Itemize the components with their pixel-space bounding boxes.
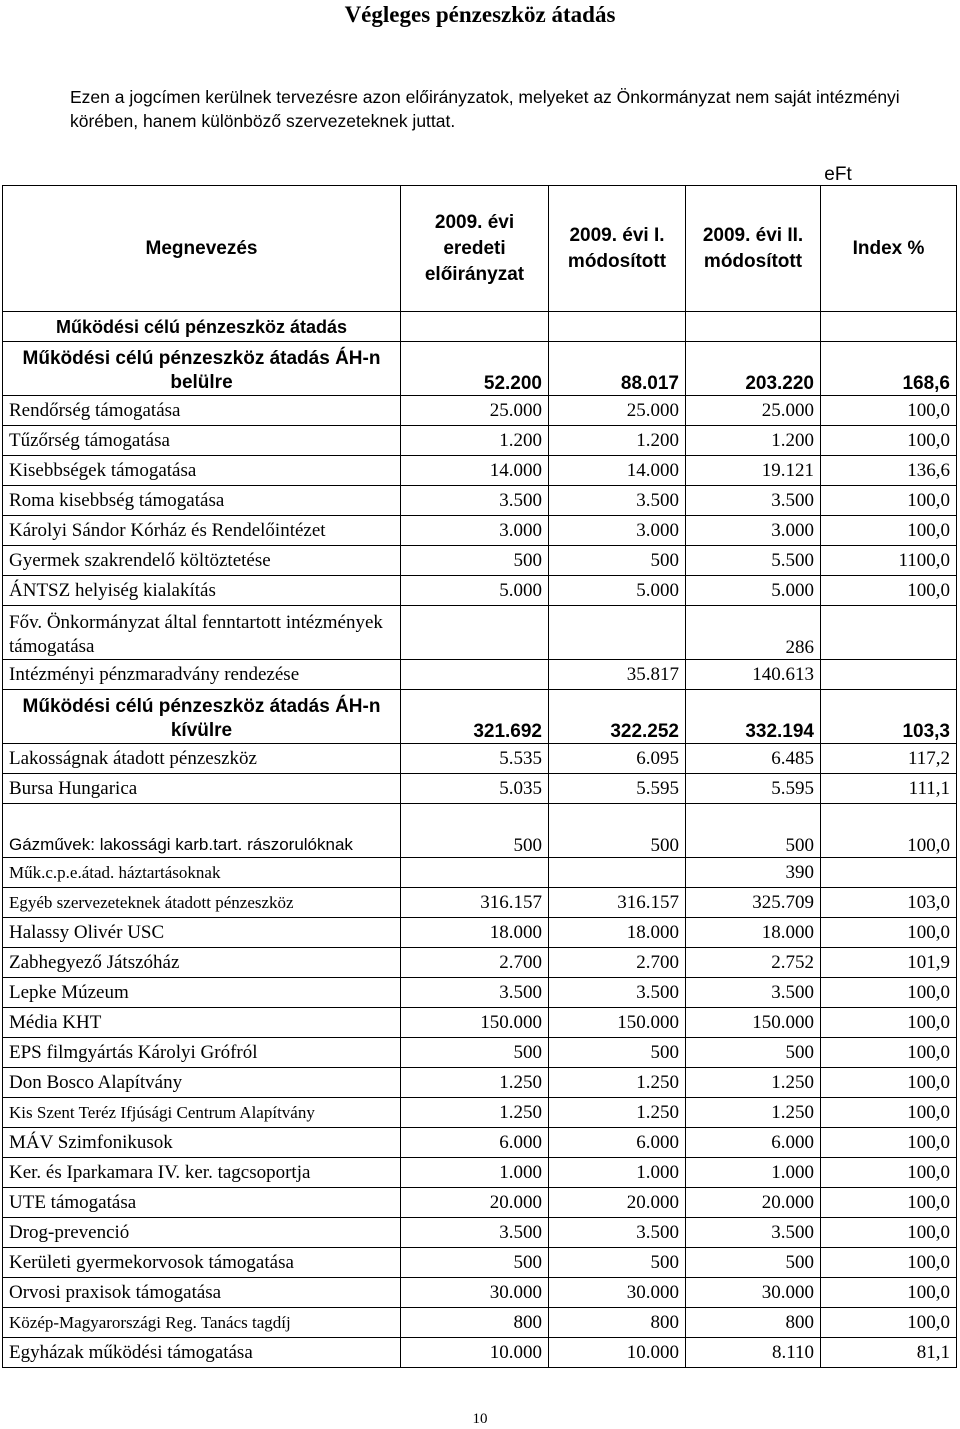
page-title: Végleges pénzeszköz átadás: [344, 2, 616, 27]
row-first-modified: 3.500: [549, 1218, 686, 1248]
row-index: [821, 660, 957, 690]
row-second-modified: 3.500: [686, 1218, 821, 1248]
row-original: 3.000: [401, 516, 549, 546]
table-row: [3, 606, 957, 660]
row-original: 150.000: [401, 1008, 549, 1038]
row-second-modified: 500: [686, 1038, 821, 1068]
row-index: [821, 858, 957, 888]
table-row: [3, 516, 957, 546]
table-row: [3, 1038, 957, 1068]
row-index: 100,0: [821, 426, 957, 456]
row-name: Kis Szent Teréz Ifjúsági Centrum Alapítvány: [3, 1098, 401, 1128]
table-row: [3, 774, 957, 804]
row-first-modified: 3.500: [549, 978, 686, 1008]
row-first-modified: 25.000: [549, 396, 686, 426]
row-original: 52.200: [401, 342, 549, 396]
row-original: 500: [401, 804, 549, 858]
header-original: 2009. évi eredeti előirányzat: [401, 186, 549, 312]
row-index: 100,0: [821, 1308, 957, 1338]
row-second-modified: 8.110: [686, 1338, 821, 1368]
row-index: 100,0: [821, 918, 957, 948]
row-second-modified: 332.194: [686, 690, 821, 744]
table-row: [3, 1248, 957, 1278]
row-original: 14.000: [401, 456, 549, 486]
row-first-modified: 14.000: [549, 456, 686, 486]
row-index: 100,0: [821, 486, 957, 516]
row-name: EPS filmgyártás Károlyi Grófról: [3, 1038, 401, 1068]
row-index: 111,1: [821, 774, 957, 804]
row-index: 136,6: [821, 456, 957, 486]
row-second-modified: 3.500: [686, 486, 821, 516]
row-first-modified: 2.700: [549, 948, 686, 978]
row-name: Lakosságnak átadott pénzeszköz: [3, 744, 401, 774]
row-index: [821, 606, 957, 660]
row-name: Bursa Hungarica: [3, 774, 401, 804]
table-row: [3, 918, 957, 948]
row-original: 1.000: [401, 1158, 549, 1188]
row-index: 103,0: [821, 888, 957, 918]
row-original: [401, 660, 549, 690]
row-first-modified: 1.200: [549, 426, 686, 456]
row-name: Tűzőrség támogatása: [3, 426, 401, 456]
table-row: [3, 1008, 957, 1038]
table-row: [3, 576, 957, 606]
row-second-modified: 3.000: [686, 516, 821, 546]
row-name: Intézményi pénzmaradvány rendezése: [3, 660, 401, 690]
row-name: Egyéb szervezeteknek átadott pénzeszköz: [3, 888, 401, 918]
row-name: UTE támogatása: [3, 1188, 401, 1218]
row-first-modified: 35.817: [549, 660, 686, 690]
row-second-modified: 5.000: [686, 576, 821, 606]
row-second-modified: 18.000: [686, 918, 821, 948]
row-name: Gyermek szakrendelő költöztetése: [3, 546, 401, 576]
row-index: 101,9: [821, 948, 957, 978]
table-row: [3, 486, 957, 516]
section-title: Működési célú pénzeszköz átadás: [3, 312, 401, 342]
table-row: [3, 1068, 957, 1098]
row-first-modified: 322.252: [549, 690, 686, 744]
row-index: 100,0: [821, 1008, 957, 1038]
row-first-modified: 18.000: [549, 918, 686, 948]
row-second-modified: 6.485: [686, 744, 821, 774]
row-index: 100,0: [821, 978, 957, 1008]
section-title-row: [3, 312, 957, 342]
row-name: Drog-prevenció: [3, 1218, 401, 1248]
row-first-modified: 500: [549, 1038, 686, 1068]
row-first-modified: 1.250: [549, 1098, 686, 1128]
row-original: 316.157: [401, 888, 549, 918]
row-second-modified: 1.000: [686, 1158, 821, 1188]
table-row: [3, 858, 957, 888]
row-name: MÁV Szimfonikusok: [3, 1128, 401, 1158]
row-original: 500: [401, 1248, 549, 1278]
header-first-modified: 2009. évi I. módosított: [549, 186, 686, 312]
row-first-modified: 500: [549, 1248, 686, 1278]
row-first-modified: 800: [549, 1308, 686, 1338]
header-name: Megnevezés: [3, 186, 401, 312]
row-name: Roma kisebbség támogatása: [3, 486, 401, 516]
row-original: [401, 858, 549, 888]
row-second-modified: 390: [686, 858, 821, 888]
row-index: 100,0: [821, 1128, 957, 1158]
table-row: [3, 1098, 957, 1128]
row-original: 500: [401, 1038, 549, 1068]
row-first-modified: 6.095: [549, 744, 686, 774]
table-row: [3, 744, 957, 774]
row-original: 5.000: [401, 576, 549, 606]
row-second-modified: 19.121: [686, 456, 821, 486]
row-original: 800: [401, 1308, 549, 1338]
table-row: [3, 804, 957, 858]
row-name: Közép-Magyarországi Reg. Tanács tagdíj: [3, 1308, 401, 1338]
row-first-modified: 1.250: [549, 1068, 686, 1098]
row-index: 168,6: [821, 342, 957, 396]
row-index: 100,0: [821, 1158, 957, 1188]
table-row: [3, 1278, 957, 1308]
row-index: 100,0: [821, 1248, 957, 1278]
row-index: 100,0: [821, 516, 957, 546]
row-original: 2.700: [401, 948, 549, 978]
intro-paragraph: Ezen a jogcímen kerülnek tervezésre azon előirányzatok, melyeket az Önkormányzat nem saját intézményi körében, hanem különböző szervezeteknek juttat.: [70, 87, 900, 131]
row-index: 117,2: [821, 744, 957, 774]
row-second-modified: 325.709: [686, 888, 821, 918]
row-index: 100,0: [821, 396, 957, 426]
row-name: Gázművek: lakossági karb.tart. rászorulóknak: [3, 804, 401, 858]
row-first-modified: 30.000: [549, 1278, 686, 1308]
row-second-modified: 5.595: [686, 774, 821, 804]
row-original: 3.500: [401, 1218, 549, 1248]
header-second-modified: 2009. évi II. módosított: [686, 186, 821, 312]
row-name: Főv. Önkormányzat által fenntartott intézmények támogatása: [3, 606, 401, 660]
table-row: [3, 426, 957, 456]
row-first-modified: 5.000: [549, 576, 686, 606]
budget-table: [2, 185, 957, 1368]
row-second-modified: 1.200: [686, 426, 821, 456]
row-second-modified: 3.500: [686, 978, 821, 1008]
row-name: Lepke Múzeum: [3, 978, 401, 1008]
row-original: 5.535: [401, 744, 549, 774]
row-original: 3.500: [401, 978, 549, 1008]
table-row: [3, 396, 957, 426]
row-first-modified: 1.000: [549, 1158, 686, 1188]
row-index: 100,0: [821, 576, 957, 606]
table-row: [3, 660, 957, 690]
row-original: 5.035: [401, 774, 549, 804]
row-second-modified: 800: [686, 1308, 821, 1338]
table-row: [3, 1218, 957, 1248]
row-first-modified: 10.000: [549, 1338, 686, 1368]
row-original: 30.000: [401, 1278, 549, 1308]
row-second-modified: 6.000: [686, 1128, 821, 1158]
row-index: 100,0: [821, 804, 957, 858]
row-index: 1100,0: [821, 546, 957, 576]
row-second-modified: 500: [686, 1248, 821, 1278]
row-name: Don Bosco Alapítvány: [3, 1068, 401, 1098]
row-index: 100,0: [821, 1278, 957, 1308]
row-second-modified: 500: [686, 804, 821, 858]
row-second-modified: 2.752: [686, 948, 821, 978]
row-first-modified: [549, 858, 686, 888]
table-row: [3, 1308, 957, 1338]
table-row: [3, 978, 957, 1008]
table-row: [3, 1158, 957, 1188]
row-name: Ker. és Iparkamara IV. ker. tagcsoportja: [3, 1158, 401, 1188]
row-original: 10.000: [401, 1338, 549, 1368]
row-first-modified: 5.595: [549, 774, 686, 804]
table-row: [3, 1188, 957, 1218]
row-second-modified: 150.000: [686, 1008, 821, 1038]
row-name: Kerületi gyermekorvosok támogatása: [3, 1248, 401, 1278]
row-index: 81,1: [821, 1338, 957, 1368]
row-name: Halassy Olivér USC: [3, 918, 401, 948]
table-row: [3, 948, 957, 978]
row-index: 100,0: [821, 1188, 957, 1218]
table-header-row: [3, 186, 957, 312]
table-row: [3, 546, 957, 576]
row-original: 321.692: [401, 690, 549, 744]
row-first-modified: 88.017: [549, 342, 686, 396]
row-second-modified: 5.500: [686, 546, 821, 576]
row-name: Kisebbségek támogatása: [3, 456, 401, 486]
row-original: 3.500: [401, 486, 549, 516]
table-row: [3, 690, 957, 744]
page-number: 10: [472, 1411, 488, 1427]
row-second-modified: 1.250: [686, 1098, 821, 1128]
row-first-modified: 3.000: [549, 516, 686, 546]
row-name: Egyházak működési támogatása: [3, 1338, 401, 1368]
row-name: Rendőrség támogatása: [3, 396, 401, 426]
row-second-modified: 30.000: [686, 1278, 821, 1308]
row-original: 1.250: [401, 1098, 549, 1128]
row-name: Műk.c.p.e.átad. háztartásoknak: [3, 858, 401, 888]
row-original: [401, 606, 549, 660]
row-second-modified: 140.613: [686, 660, 821, 690]
table-row: [3, 1338, 957, 1368]
row-index: 100,0: [821, 1038, 957, 1068]
row-name: Orvosi praxisok támogatása: [3, 1278, 401, 1308]
row-original: 500: [401, 546, 549, 576]
table-row: [3, 456, 957, 486]
row-second-modified: 25.000: [686, 396, 821, 426]
table-row: [3, 888, 957, 918]
row-first-modified: 316.157: [549, 888, 686, 918]
row-first-modified: 500: [549, 546, 686, 576]
row-second-modified: 203.220: [686, 342, 821, 396]
row-first-modified: 6.000: [549, 1128, 686, 1158]
row-original: 6.000: [401, 1128, 549, 1158]
row-first-modified: 500: [549, 804, 686, 858]
row-name: Média KHT: [3, 1008, 401, 1038]
row-first-modified: 3.500: [549, 486, 686, 516]
row-first-modified: 20.000: [549, 1188, 686, 1218]
row-index: 103,3: [821, 690, 957, 744]
row-original: 25.000: [401, 396, 549, 426]
row-first-modified: [549, 606, 686, 660]
row-name: Működési célú pénzeszköz átadás ÁH-n kívülre: [3, 690, 401, 744]
row-first-modified: 150.000: [549, 1008, 686, 1038]
table-row: [3, 342, 957, 396]
row-second-modified: 20.000: [686, 1188, 821, 1218]
row-original: 18.000: [401, 918, 549, 948]
row-index: 100,0: [821, 1218, 957, 1248]
table-row: [3, 1128, 957, 1158]
row-original: 20.000: [401, 1188, 549, 1218]
header-index: Index %: [821, 186, 957, 312]
unit-label: eFt: [824, 164, 852, 185]
row-name: Működési célú pénzeszköz átadás ÁH-n belülre: [3, 342, 401, 396]
row-name: Károlyi Sándor Kórház és Rendelőintézet: [3, 516, 401, 546]
row-second-modified: 1.250: [686, 1068, 821, 1098]
row-index: 100,0: [821, 1068, 957, 1098]
row-original: 1.200: [401, 426, 549, 456]
row-name: Zabhegyező Játszóház: [3, 948, 401, 978]
row-original: 1.250: [401, 1068, 549, 1098]
row-index: 100,0: [821, 1098, 957, 1128]
row-second-modified: 286: [686, 606, 821, 660]
row-name: ÁNTSZ helyiség kialakítás: [3, 576, 401, 606]
